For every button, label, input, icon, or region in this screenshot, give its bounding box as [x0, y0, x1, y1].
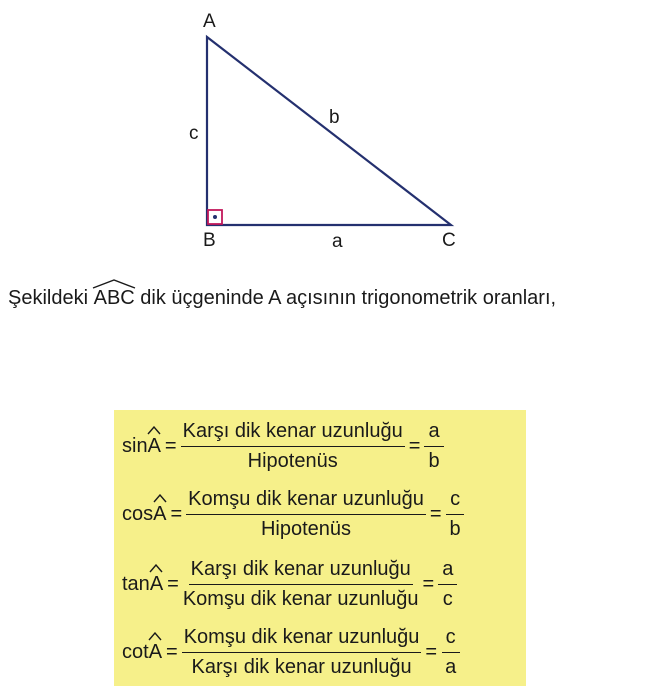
fraction-numerator: a — [438, 558, 457, 585]
fraction-numerator: Karşı dik kenar uzunluğu — [189, 558, 413, 585]
fraction-denominator: Komşu dik kenar uzunluğu — [182, 587, 419, 610]
formula-row-cos — [122, 482, 465, 546]
function-name: cot A — [122, 641, 162, 664]
fraction-numerator: c — [446, 488, 464, 515]
side-label-b: b — [329, 107, 340, 128]
fraction-denominator: Karşı dik kenar uzunluğu — [191, 655, 412, 678]
short-fraction — [424, 420, 443, 473]
fraction-denominator: b — [428, 449, 440, 472]
intro-sentence — [8, 288, 556, 308]
fraction-numerator: c — [442, 626, 460, 653]
short-fraction — [438, 558, 457, 611]
formula-box — [114, 410, 526, 686]
fraction-numerator: Karşı dik kenar uzunluğu — [181, 420, 405, 447]
equals-sign: = — [422, 572, 435, 595]
angle-hat-icon — [92, 279, 136, 289]
angle-hat-icon — [153, 494, 167, 503]
equals-sign: = — [429, 502, 442, 525]
equals-sign: = — [167, 572, 179, 595]
side-label-a: a — [332, 231, 343, 252]
right-triangle-diagram — [0, 0, 646, 270]
angle-hat-icon — [148, 632, 162, 641]
ratio-fraction — [182, 626, 422, 679]
triangle-name: ABC — [93, 287, 135, 309]
formula-row-sin — [122, 414, 444, 478]
angle-hat-icon — [147, 426, 161, 435]
angle-hat-icon — [149, 564, 163, 573]
ratio-fraction — [183, 558, 419, 611]
fraction-numerator: a — [424, 420, 443, 447]
ratio-fraction — [181, 420, 405, 473]
triangle-abc — [207, 37, 451, 225]
side-label-c: c — [189, 123, 199, 144]
short-fraction — [446, 488, 465, 541]
fraction-denominator: Hipotenüs — [247, 449, 338, 472]
formula-row-tan — [122, 552, 457, 616]
fraction-denominator: Hipotenüs — [260, 517, 352, 540]
fraction-numerator: Komşu dik kenar uzunluğu — [186, 488, 426, 515]
ratio-fraction — [186, 488, 426, 541]
function-name: cos A — [122, 503, 166, 526]
intro-prefix: Şekildeki — [8, 287, 94, 309]
fraction-denominator: c — [442, 587, 453, 610]
right-angle-dot — [213, 215, 217, 219]
vertex-label-c: C — [442, 230, 456, 251]
equals-sign: = — [170, 502, 183, 525]
function-name: tan A — [122, 573, 163, 596]
function-name: sin A — [122, 435, 161, 458]
angle-abc — [94, 288, 135, 308]
fraction-denominator: b — [449, 517, 461, 540]
fraction-numerator: Komşu dik kenar uzunluğu — [182, 626, 422, 653]
equals-sign: = — [164, 434, 177, 457]
fraction-denominator: a — [445, 655, 457, 678]
vertex-label-a: A — [203, 11, 216, 32]
equals-sign: = — [425, 640, 438, 663]
vertex-label-b: B — [203, 230, 216, 251]
equals-sign: = — [166, 640, 178, 663]
equals-sign: = — [408, 434, 421, 457]
formula-row-cot — [122, 620, 460, 684]
intro-suffix: dik üçgeninde A açısının trigonometrik oranları, — [134, 287, 557, 309]
short-fraction — [441, 626, 460, 679]
